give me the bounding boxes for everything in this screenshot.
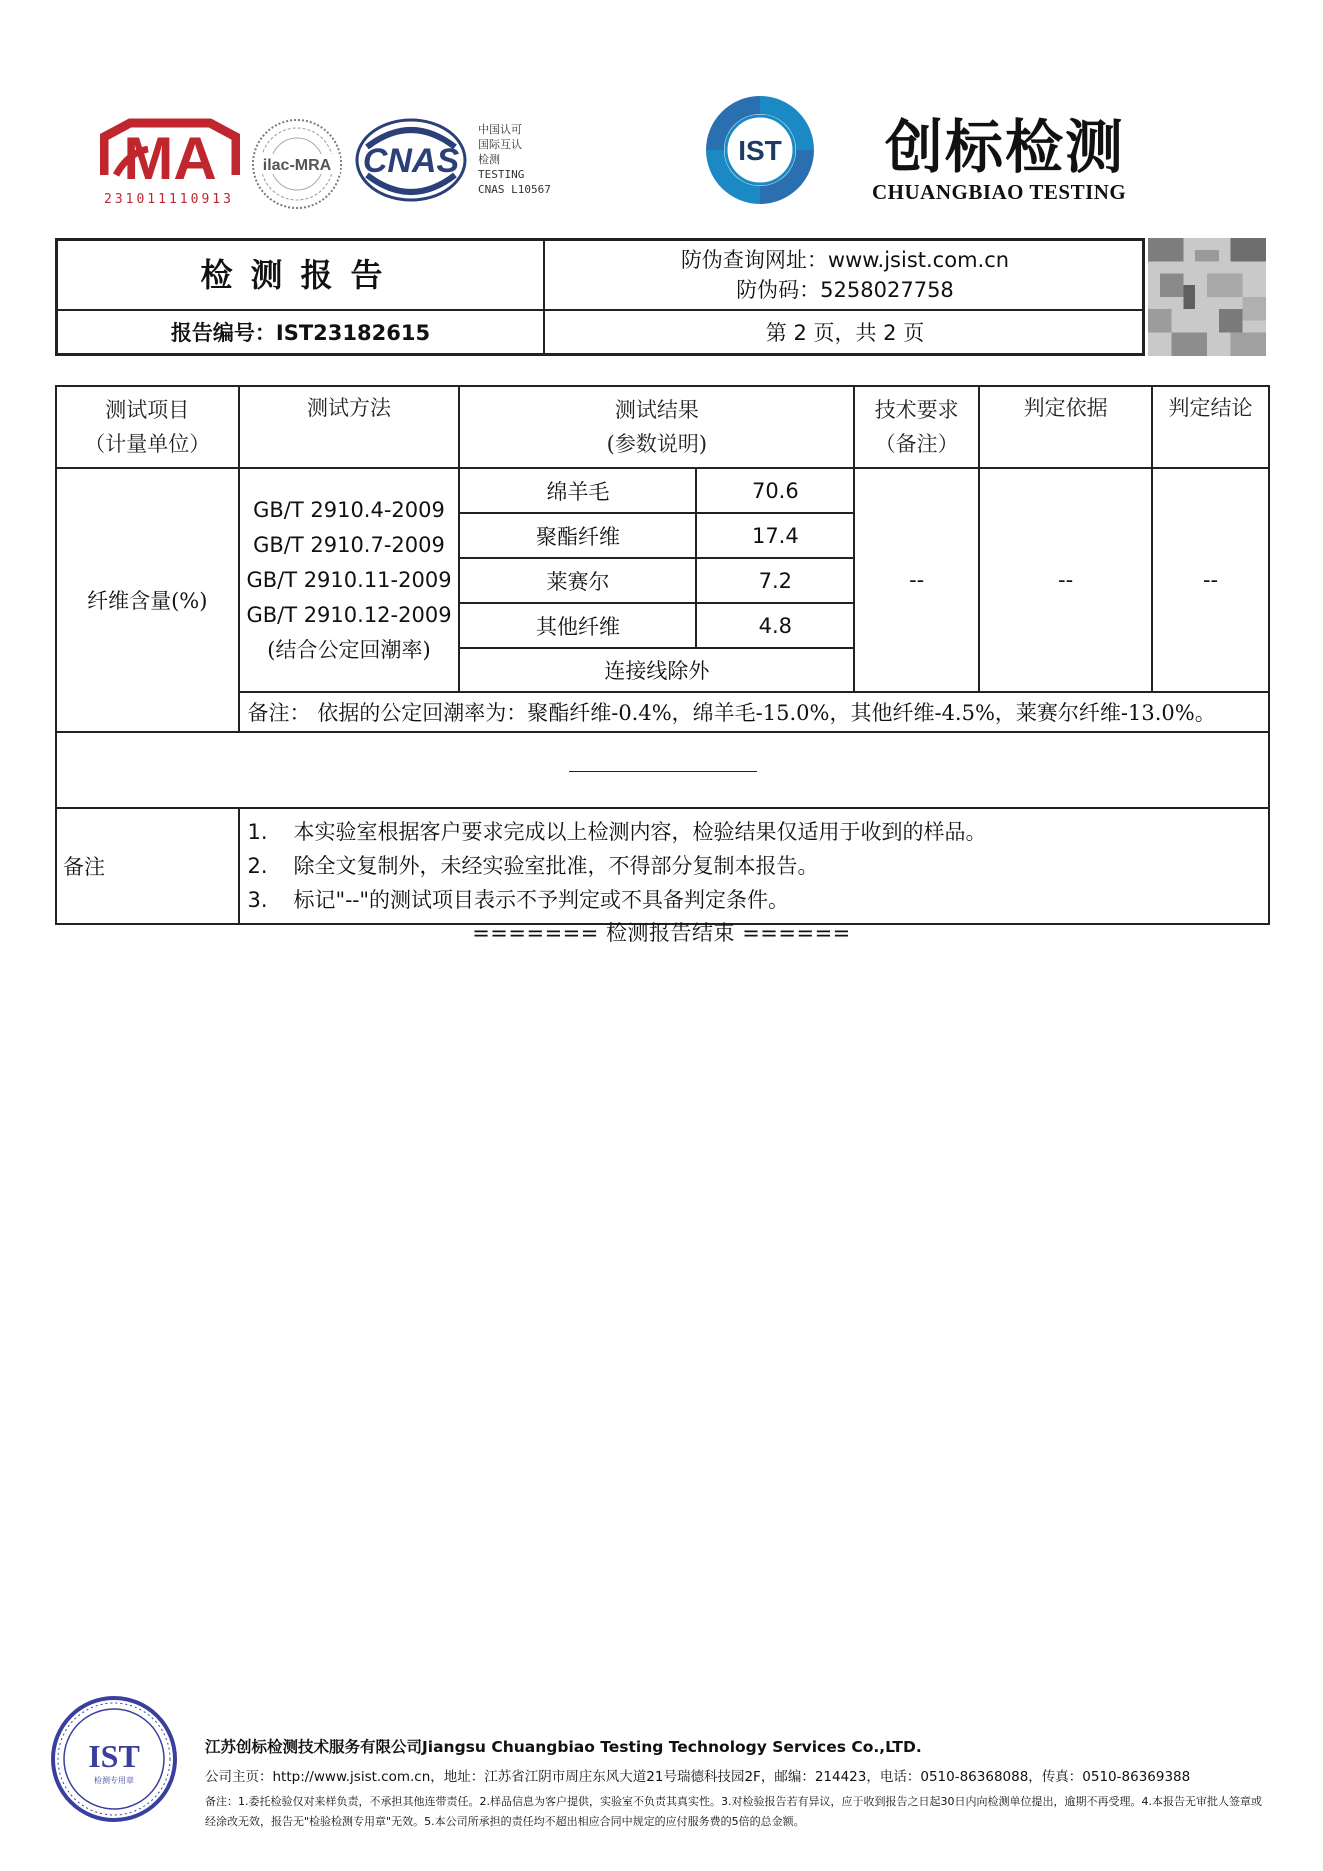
result-row bbox=[460, 558, 853, 603]
results-subtable bbox=[460, 469, 853, 691]
results-note: 连接线除外 bbox=[604, 659, 710, 683]
method-line: GB/T 2910.12-2009 bbox=[246, 602, 452, 627]
table-header-row bbox=[56, 386, 1269, 468]
ilac-mra-logo bbox=[250, 117, 345, 212]
header-judgment-basis-label: 判定依据 bbox=[1023, 396, 1108, 420]
ist-seal bbox=[50, 1695, 178, 1823]
svg-text:ilac-MRA: ilac-MRA bbox=[262, 157, 332, 174]
fiber-name: 莱赛尔 bbox=[460, 558, 696, 603]
test-item-fiber-content: 纤维含量(%) bbox=[56, 468, 239, 732]
fiber-name: 其他纤维 bbox=[460, 603, 696, 648]
svg-text:CNAS: CNAS bbox=[362, 142, 460, 180]
blank-row bbox=[56, 732, 1269, 808]
header-tech-requirement-l2: （备注） bbox=[874, 432, 959, 456]
remarks-list bbox=[239, 808, 1269, 924]
fiber-content-row bbox=[56, 468, 1269, 692]
header-test-item-l2: （计量单位） bbox=[84, 432, 211, 456]
header-test-item-l1: 测试项目 bbox=[105, 398, 190, 422]
report-title-box bbox=[55, 238, 1145, 356]
fiber-value: 70.6 bbox=[696, 469, 853, 513]
header-test-result-l2: (参数说明) bbox=[606, 432, 708, 456]
svg-text:MA: MA bbox=[123, 125, 217, 192]
method-line: (结合公定回潮率) bbox=[267, 637, 431, 662]
anti-fake-info bbox=[545, 245, 1145, 305]
cnas-info-line: 国际互认 bbox=[478, 138, 522, 151]
anti-fake-url: 防伪查询网址：www.jsist.com.cn bbox=[680, 248, 1010, 272]
tech-requirement-value: -- bbox=[854, 468, 979, 692]
result-row bbox=[460, 469, 853, 513]
report-number: 报告编号：IST23182615 bbox=[170, 321, 431, 345]
remark-item bbox=[248, 815, 1260, 849]
remark-item bbox=[248, 883, 1260, 917]
brand-name-en: CHUANGBIAO TESTING bbox=[872, 180, 1127, 204]
method-line: GB/T 2910.7-2009 bbox=[253, 532, 445, 557]
anti-fake-code: 防伪码：5258027758 bbox=[736, 278, 954, 302]
footer-contact: 公司主页：http://www.jsist.com.cn，地址：江苏省江阴市周庄东风大道21号瑞德科技园2F，邮编：214423，电话：0510-86368088，传真：0510-86369388 bbox=[205, 1769, 1191, 1785]
footer-notes: 备注：1.委托检验仅对来样负责，不承担其他连带责任。2.样品信息为客户提供，实验室不负责其真实性。3.对检验报告若有异议，应于收到报告之日起30日内向检测单位提出，逾期不再受理。4.本报告无审批人签章或经涂改无效，报告无"检验检测专用章"无效。5.本公司所承担的责任均不超出相应合同中规定的应付服务费的5倍的总金额。 bbox=[205, 1795, 1262, 1828]
header-test-item bbox=[56, 386, 239, 468]
footer-company: 江苏创标检测技术服务有限公司Jiangsu Chuangbiao Testing Technology Services Co.,LTD. bbox=[205, 1738, 922, 1756]
header-test-result bbox=[459, 386, 854, 468]
remarks-row bbox=[56, 808, 1269, 924]
method-line: GB/T 2910.11-2009 bbox=[246, 567, 452, 592]
header-test-result-l1: 测试结果 bbox=[614, 398, 699, 422]
header-tech-requirement bbox=[854, 386, 979, 468]
header-tech-requirement-l1: 技术要求 bbox=[874, 398, 959, 422]
page-info: 第 2 页，共 2 页 bbox=[765, 321, 925, 345]
header-test-method-label: 测试方法 bbox=[307, 396, 391, 420]
report-title: 检测报告 bbox=[200, 256, 401, 294]
cnas-info-line: CNAS L10567 bbox=[478, 183, 551, 196]
results-table bbox=[55, 385, 1270, 925]
header-judgment-conclusion-label: 判定结论 bbox=[1168, 396, 1253, 420]
header-test-method bbox=[239, 386, 460, 468]
fiber-name: 绵羊毛 bbox=[460, 469, 696, 513]
blank-separator-cell bbox=[56, 732, 1269, 808]
fiber-value: 7.2 bbox=[696, 558, 853, 603]
remarks-label: 备注 bbox=[56, 808, 239, 924]
qr-code bbox=[1148, 238, 1266, 356]
fiber-name: 聚酯纤维 bbox=[460, 513, 696, 558]
remark-number: 3. bbox=[247, 888, 268, 912]
moisture-regain-note: 备注： 依据的公定回潮率为：聚酯纤维-0.4%，绵羊毛-15.0%，其他纤维-4.5%，莱赛尔纤维-13.0%。 bbox=[239, 692, 1269, 732]
method-line: GB/T 2910.4-2009 bbox=[253, 497, 445, 522]
remark-text: 本实验室根据客户要求完成以上检测内容，检验结果仅适用于收到的样品。 bbox=[293, 820, 987, 844]
header-judgment-conclusion bbox=[1152, 386, 1269, 468]
remark-text: 标记"--"的测试项目表示不予判定或不具备判定条件。 bbox=[293, 888, 790, 912]
result-row bbox=[460, 513, 853, 558]
remark-item bbox=[248, 849, 1260, 883]
fiber-value: 4.8 bbox=[696, 603, 853, 648]
cma-number: 231011110913 bbox=[104, 192, 234, 207]
result-note-row bbox=[460, 648, 853, 691]
separator-line bbox=[569, 771, 757, 772]
seal-subtext: 检测专用章 bbox=[94, 1776, 134, 1785]
brand-name-cn: 创标检测 bbox=[885, 113, 1126, 181]
header-judgment-basis bbox=[979, 386, 1152, 468]
svg-text:IST: IST bbox=[738, 135, 782, 166]
test-methods bbox=[239, 468, 460, 692]
remark-number: 2. bbox=[247, 854, 268, 878]
fiber-value: 17.4 bbox=[696, 513, 853, 558]
result-row bbox=[460, 603, 853, 648]
moisture-note-row bbox=[56, 692, 1269, 732]
remark-text: 除全文复制外，未经实验室批准，不得部分复制本报告。 bbox=[293, 854, 819, 878]
judgment-conclusion-value: -- bbox=[1152, 468, 1269, 692]
cnas-accreditation-info bbox=[478, 122, 551, 197]
cnas-info-line: TESTING bbox=[478, 168, 525, 181]
cnas-logo bbox=[355, 117, 467, 203]
cnas-info-line: 检测 bbox=[478, 153, 500, 166]
cnas-info-line: 中国认可 bbox=[478, 123, 522, 136]
seal-text: IST bbox=[88, 1738, 140, 1774]
test-results bbox=[459, 468, 854, 692]
report-end-marker: ======= 检测报告结束 ====== bbox=[472, 921, 851, 945]
remark-number: 1. bbox=[247, 820, 268, 844]
judgment-basis-value: -- bbox=[979, 468, 1152, 692]
ist-logo bbox=[700, 90, 820, 210]
